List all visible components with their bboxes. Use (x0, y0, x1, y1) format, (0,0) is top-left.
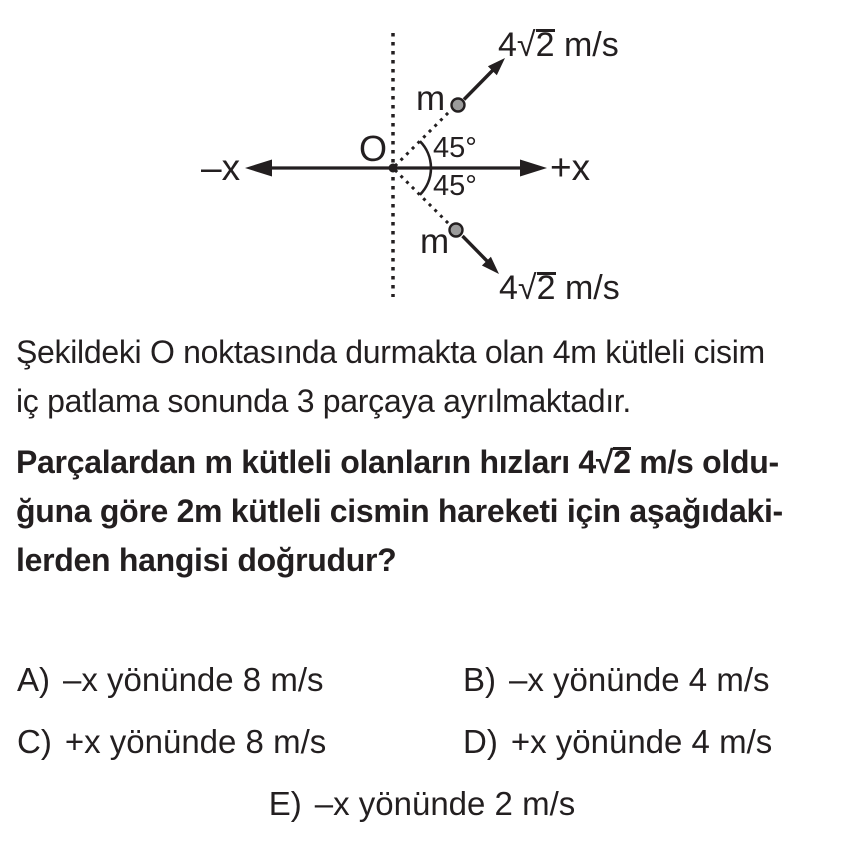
lower-speed-pre: 4√ (499, 269, 537, 307)
pos-x-label: +x (550, 147, 591, 188)
intro-line-2: iç patlama sonunda 3 parçaya ayrılmaktadır. (16, 383, 631, 419)
option-c-letter: C) (17, 723, 52, 760)
x-axis-left-arrowhead (245, 160, 272, 177)
option-e (0, 784, 844, 824)
lower-angle-label: 45° (433, 170, 477, 202)
option-a-letter: A) (17, 661, 50, 698)
option-a (17, 660, 324, 700)
question-paragraph (16, 438, 836, 585)
question-line-1 (16, 438, 836, 487)
question-line1-post: m/s oldu- (630, 444, 779, 480)
upper-velocity-arrow (464, 69, 494, 100)
option-d-letter: D) (463, 723, 498, 760)
question-line-2: ğuna göre 2m kütleli cismin hareketi için aşağıdaki- (16, 493, 783, 529)
upper-speed-pre: 4√ (498, 26, 536, 64)
origin-label: O (359, 128, 388, 169)
option-d (463, 722, 772, 762)
upper-mass-label: m (416, 79, 446, 118)
lower-speed-radicand: 2 (536, 269, 556, 307)
question-line-3: lerden hangisi doğrudur? (16, 542, 397, 578)
question-radicand: 2 (613, 444, 631, 480)
diagram-canvas (0, 0, 844, 320)
lower-mass-label: m (420, 222, 450, 261)
lower-mass-dot (450, 224, 463, 237)
option-c (17, 722, 326, 762)
option-b-letter: B) (463, 661, 496, 698)
neg-x-label: –x (201, 147, 241, 188)
lower-speed-unit: m/s (555, 269, 620, 307)
upper-speed-unit: m/s (554, 26, 619, 64)
option-e-letter: E) (268, 785, 302, 822)
upper-mass-dot (452, 99, 465, 112)
options-section (0, 652, 844, 852)
upper-speed-radicand: 2 (535, 26, 555, 64)
option-a-text: –x yönünde 8 m/s (63, 661, 324, 698)
upper-angle-label: 45° (433, 132, 477, 164)
lower-velocity-arrow (463, 236, 488, 261)
option-b-text: –x yönünde 4 m/s (509, 661, 770, 698)
option-c-text: +x yönünde 8 m/s (64, 723, 327, 760)
lower-speed-label (499, 271, 620, 305)
option-e-text: –x yönünde 2 m/s (314, 785, 576, 822)
option-b (463, 660, 770, 700)
intro-line-1: Şekildeki O noktasında durmakta olan 4m kütleli cisim (16, 334, 765, 370)
upper-speed-label (498, 28, 619, 62)
origin-dot (389, 164, 398, 173)
option-d-text: +x yönünde 4 m/s (510, 723, 773, 760)
intro-paragraph (16, 328, 836, 426)
question-line1-pre: Parçalardan m kütleli olanların hızları 4√ (16, 444, 614, 480)
x-axis-right-arrowhead (520, 160, 547, 177)
